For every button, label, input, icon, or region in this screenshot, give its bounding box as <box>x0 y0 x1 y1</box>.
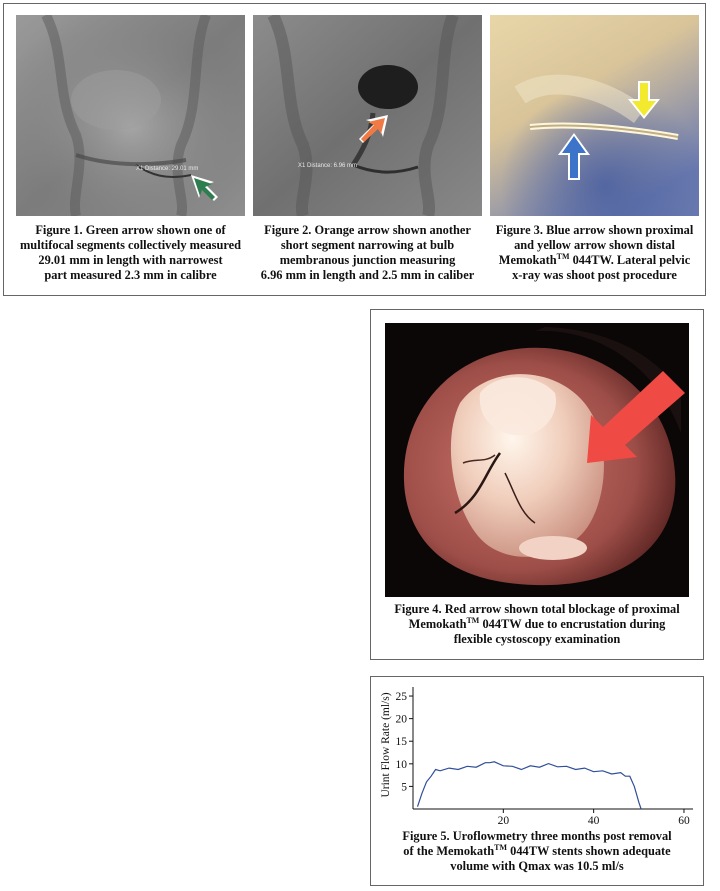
flow-rate-line <box>418 762 642 809</box>
figure-4-panel <box>370 309 704 660</box>
caption-line: x-ray was shoot post procedure <box>512 268 677 282</box>
figure-4-cystoscopy-image <box>385 323 689 597</box>
figure-2-caption <box>253 223 482 283</box>
x-tick-label: 20 <box>497 815 510 827</box>
y-tick-label: 20 <box>395 713 407 726</box>
caption-line <box>490 253 699 268</box>
caption-line: 6.96 mm in length and 2.5 mm in caliber <box>260 268 475 282</box>
y-tick-label: 15 <box>395 736 407 749</box>
figure-3-caption <box>490 223 699 283</box>
caption-line: multifocal segments collectively measured <box>19 238 242 252</box>
caption-line <box>377 844 697 859</box>
trademark-superscript: TM <box>466 615 480 625</box>
uroflowmetry-chart <box>375 681 701 829</box>
figure-5-caption <box>377 829 697 874</box>
caption-line <box>377 617 697 632</box>
chart-svg <box>375 681 701 829</box>
fig1-measure-label: X1 Distance: 29.01 mm <box>136 166 199 172</box>
top-figure-panel <box>3 3 706 296</box>
trademark-superscript: TM <box>556 251 570 261</box>
chart-series <box>418 762 642 809</box>
caption-line: Figure 3. Blue arrow shown proximal <box>495 223 694 237</box>
trademark-superscript: TM <box>494 842 508 852</box>
caption-text: 044TW due to encrustation during <box>479 617 666 631</box>
caption-line: and yellow arrow shown distal <box>514 238 675 252</box>
caption-text: 044TW stents shown adequate <box>507 844 671 858</box>
caption-line: part measured 2.3 mm in calibre <box>44 268 217 282</box>
chart-ticks <box>396 691 690 827</box>
caption-line: flexible cystoscopy examination <box>453 632 621 646</box>
figure-1-xray <box>16 15 245 216</box>
caption-text: Memokath <box>408 617 467 631</box>
x-tick-label: 40 <box>587 815 600 827</box>
caption-line: Figure 4. Red arrow shown total blockage of proximal <box>394 602 680 616</box>
caption-line: Figure 5. Uroflowmetry three months post removal <box>402 829 672 843</box>
y-tick-label: 10 <box>395 758 407 771</box>
figure-1-caption <box>16 223 245 283</box>
x-tick-label: 60 <box>678 815 690 827</box>
fig2-measure-label: X1 Distance: 6.96 mm <box>298 163 358 169</box>
caption-text: Memokath <box>498 253 557 267</box>
caption-line: volume with Qmax was 10.5 ml/s <box>450 859 624 873</box>
caption-line: Figure 2. Orange arrow shown another <box>264 223 471 237</box>
figure-3-xray <box>490 15 699 216</box>
y-tick-label: 5 <box>401 781 407 794</box>
figure-5-panel <box>370 676 704 886</box>
figure-4-caption <box>377 602 697 647</box>
chart-axes <box>413 687 693 809</box>
y-axis-label: Urint Flow Rate (ml/s) <box>380 692 392 798</box>
caption-line: short segment narrowing at bulb <box>280 238 455 252</box>
caption-text: of the Memokath <box>403 844 495 858</box>
y-tick-label: 25 <box>395 691 407 704</box>
caption-line: membranous junction measuring <box>279 253 456 267</box>
caption-line: Figure 1. Green arrow shown one of <box>35 223 226 237</box>
figure-2-xray <box>253 15 482 216</box>
caption-line: 29.01 mm in length with narrowest <box>38 253 223 267</box>
caption-text: 044TW. Lateral pelvic <box>569 253 691 267</box>
